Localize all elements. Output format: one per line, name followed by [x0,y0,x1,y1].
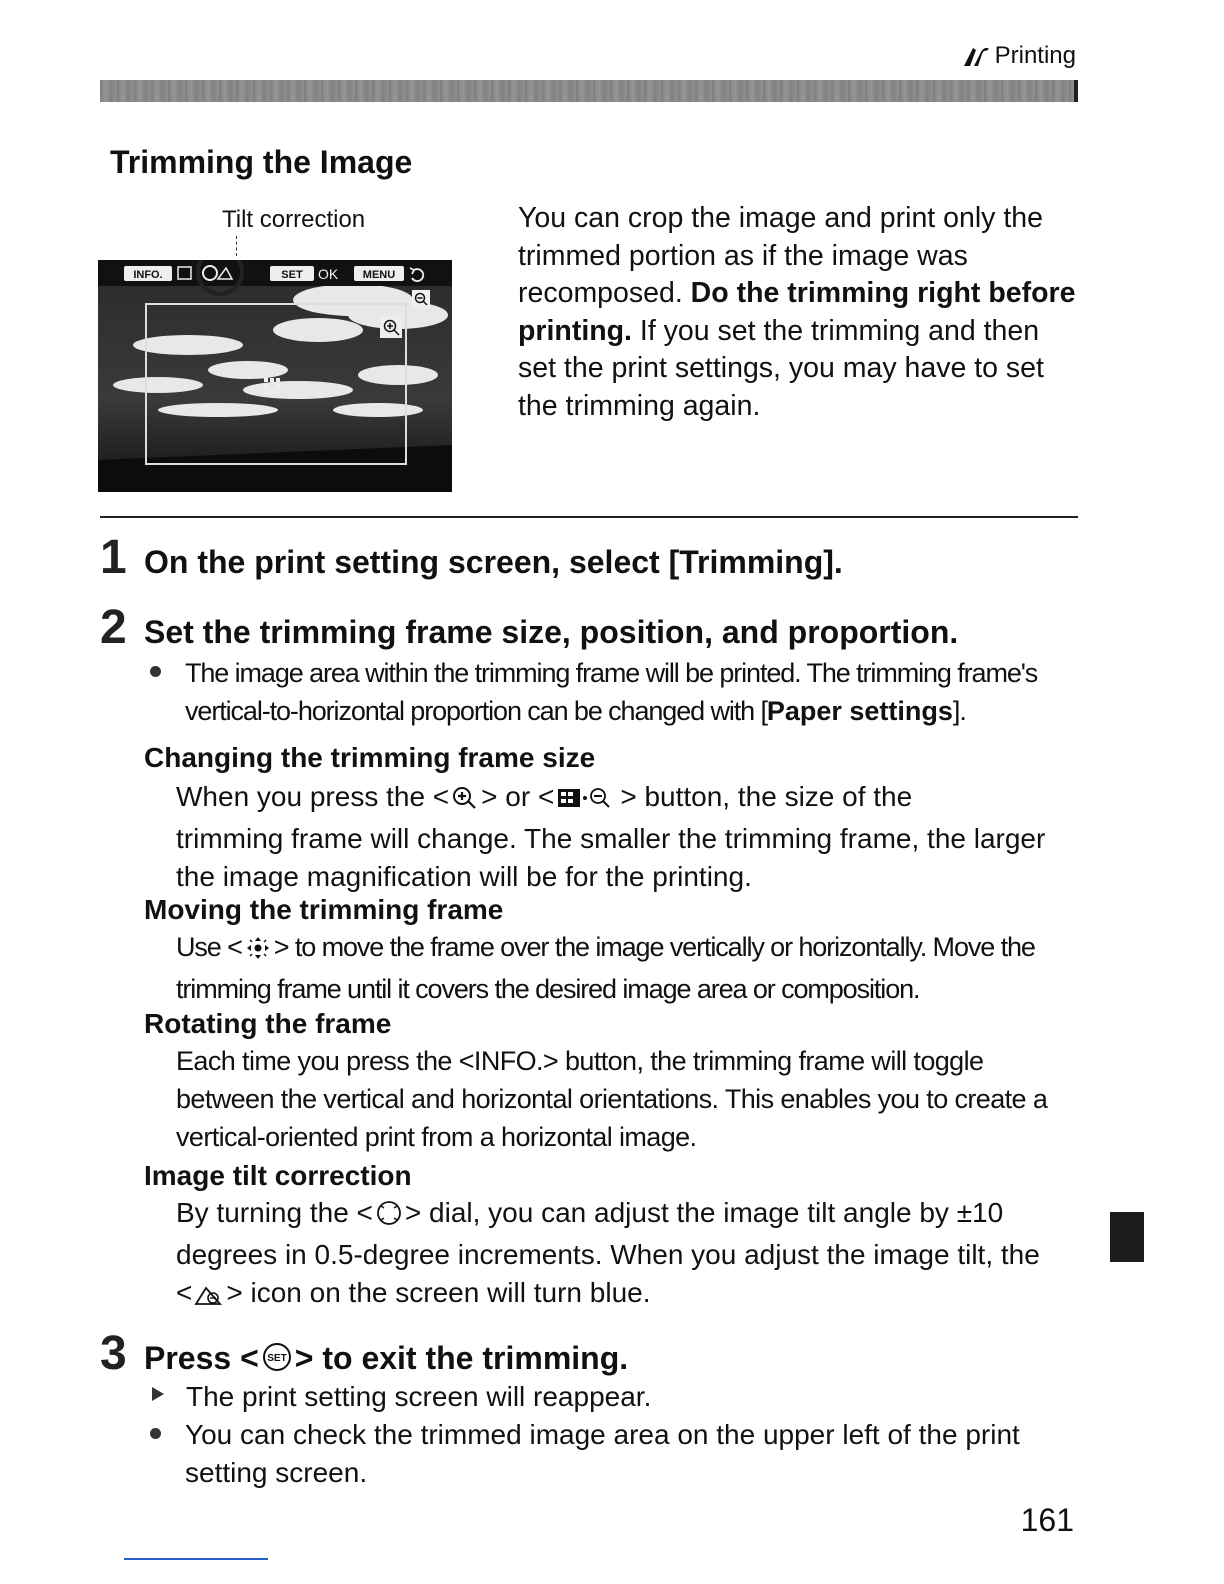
set-button-icon [261,1341,293,1381]
svg-text:SET: SET [267,1353,287,1364]
header-bar [100,80,1078,102]
text-tilt-correction: By turning the < > dial, you can adjust the image tilt angle by ±10 degrees in 0.5-degree increments. When you adjust the image tilt, the < > icon on the screen will turn blue. [176,1194,1056,1316]
step-title: Press < SET > to exit the trimming. [144,1340,628,1381]
main-dial-icon [375,1198,403,1236]
camera-trimming-screen [98,260,452,492]
step-2 [100,600,958,655]
bullet-dot-icon [150,1428,161,1439]
bullet-dot-icon [150,666,161,677]
result-arrow-icon [152,1387,164,1401]
section-title: Trimming the Image [110,144,413,180]
menu-button-icon [354,266,404,281]
text-rotate-frame: Each time you press the <INFO.> button, the trimming frame will toggle between the vertical and horizontal orientations. This enables you to create a vertical-oriented print from a horizontal image. [176,1046,1048,1152]
caption-leader-line [236,236,237,256]
step2-bullet [150,654,1076,730]
svg-text:SET: SET [281,269,303,281]
set-button-icon [270,266,314,281]
intro-bold-text: Do the trimming right before printing. [518,277,1076,347]
info-button-label: INFO. [473,1046,543,1076]
index-magnify-minus-icon [556,782,618,820]
step-title: On the print setting screen, select [Trimming]. [144,544,843,580]
magnify-plus-icon [451,782,479,820]
bullet-text: You can check the trimmed image area on the upper left of the print setting screen. [185,1419,1020,1488]
step3-arrow-bullet [150,1378,651,1416]
info-button-icon [124,266,172,281]
svg-text:MENU: MENU [362,269,396,281]
intro-text-1: You can crop the image and print only the trimmed portion as if the image was recomposed. [518,202,1043,309]
page-number: 161 [1020,1502,1074,1538]
text-frame-size: When you press the < > or < > button, the size of the trimming frame will change. The smaller the trimming frame, the larger the image magnification will be for the printing. [176,781,1046,892]
heading-frame-size: Changing the trimming frame size [144,742,596,773]
zoom-out-icon [412,290,430,308]
step-3 [100,1326,628,1381]
tilt-icon [194,1278,224,1316]
section-divider [100,516,1078,518]
intro-paragraph [518,200,1078,425]
multi-controller-icon [244,932,272,970]
step-number: 1 [100,531,127,584]
heading-rotate-frame: Rotating the frame [144,1008,392,1039]
zoom-in-icon [380,316,402,338]
bullet-text: The image area within the trimming frame will be printed. The trimming frame's vertical-to-horizontal proportion can be changed with [Paper settings]. [185,658,1038,726]
figure-caption: Tilt correction [222,206,366,233]
heading-tilt-correction: Image tilt correction [144,1160,412,1191]
footer-line [124,1558,268,1560]
step-number: 3 [100,1327,127,1380]
heading-move-frame: Moving the trimming frame [144,894,504,925]
chapter-tab-marker [1110,1212,1144,1262]
step-title: Set the trimming frame size, position, and proportion. [144,614,959,650]
svg-text:INFO.: INFO. [133,269,163,281]
intro-text-2: If you set the trimming and then set the print settings, you may have to set the trimming again. [518,314,1044,422]
printer-direct-icon [961,44,991,68]
ok-label: OK [318,266,339,282]
header-section-label [961,42,1076,70]
step3-dot-bullet [150,1416,1050,1492]
text-move-frame: Use < > to move the frame over the image vertically or horizontally. Move the trimming frame until it covers the desired image area or composition. [176,932,1035,1004]
section-label-text: Printing [994,42,1076,69]
bullet-text: The print setting screen will reappear. [186,1381,652,1412]
step-1 [100,530,843,585]
step-number: 2 [100,601,127,654]
